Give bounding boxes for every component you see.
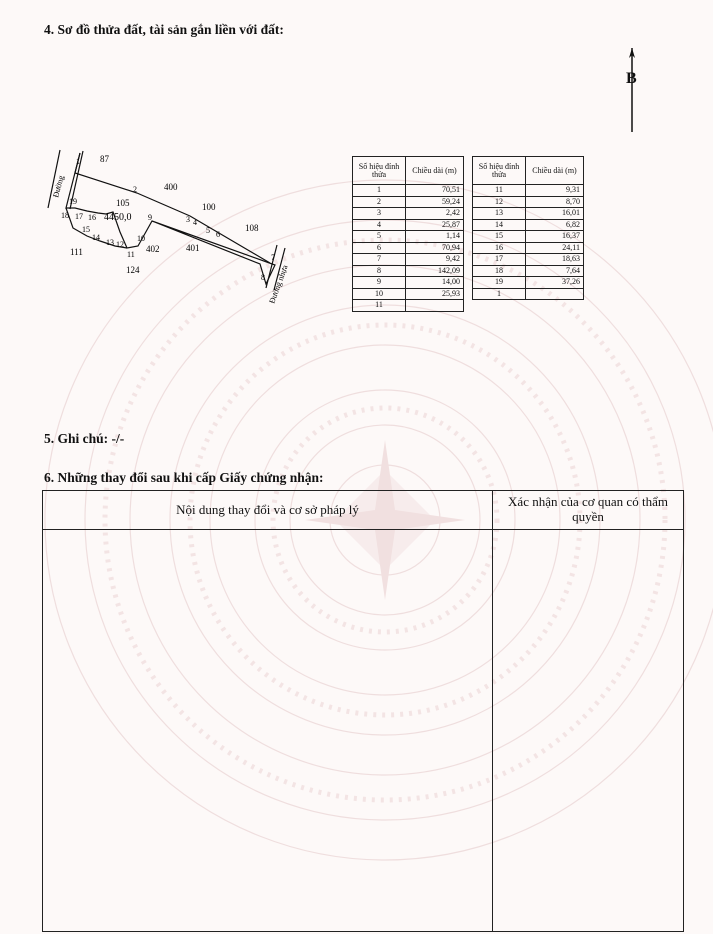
edge-length-table-right — [472, 156, 584, 300]
table-row: 3 2,42 — [353, 208, 464, 220]
plot-neighbor: 402 — [146, 244, 160, 254]
edge-length-table-left — [352, 156, 464, 312]
plot-vertex: 12 — [116, 240, 124, 249]
table-row: 4 25,87 — [353, 219, 464, 231]
north-arrow — [620, 48, 644, 132]
plot-neighbor: 124 — [126, 265, 140, 275]
section5-heading: 5. Ghi chú: -/- — [44, 431, 125, 446]
table-row: 17 18,63 — [473, 254, 584, 266]
changes-header-content: Nội dung thay đổi và cơ sở pháp lý — [43, 491, 493, 530]
changes-table — [42, 490, 684, 932]
plot-neighbor: 111 — [70, 247, 83, 257]
table-row: 6 70,94 — [353, 242, 464, 254]
table-row: 11 — [353, 300, 464, 312]
header-length: Chiều dài (m) — [406, 157, 464, 185]
plot-vertex: 4 — [193, 218, 197, 227]
plot-vertex: 1 — [76, 157, 80, 166]
table-row: 8 142,09 — [353, 265, 464, 277]
changes-content-cell — [43, 530, 493, 931]
plot-neighbor: 401 — [186, 243, 200, 253]
plot-neighbor: 100 — [202, 202, 216, 212]
section6-heading: 6. Những thay đổi sau khi cấp Giấy chứng nhận: — [44, 470, 324, 485]
table-row: 15 16,37 — [473, 231, 584, 243]
plot-vertex: 7 — [271, 253, 275, 262]
table-row: 12 8,70 — [473, 196, 584, 208]
table-row: 19 37,26 — [473, 277, 584, 289]
table-row: 1 — [473, 288, 584, 300]
plot-vertex: 3 — [186, 215, 190, 224]
plot-vertex: 6 — [216, 230, 220, 239]
header-length: Chiều dài (m) — [526, 157, 584, 185]
plot-vertex: 16 — [88, 213, 96, 222]
plot-vertex: 18 — [61, 211, 69, 220]
table-row: 7 9,42 — [353, 254, 464, 266]
table-row: 2 59,24 — [353, 196, 464, 208]
header-vertex-id: Số hiệu đỉnh thửa — [353, 157, 406, 185]
plot-vertex: 15 — [82, 225, 90, 234]
plot-vertex: 5 — [206, 226, 210, 235]
table-row: 9 14,00 — [353, 277, 464, 289]
header-vertex-id: Số hiệu đỉnh thửa — [473, 157, 526, 185]
plot-vertex: 2 — [133, 185, 137, 194]
changes-confirmation-cell — [493, 530, 683, 931]
section4-heading: 4. Sơ đồ thửa đất, tài sản gắn liền với đất: — [44, 22, 284, 37]
plot-neighbor: 87 — [100, 154, 109, 164]
plot-vertex: 8 — [261, 273, 265, 282]
plot-neighbor: 400 — [164, 182, 178, 192]
plot-road-left: Đường — [51, 174, 66, 199]
plot-vertex: 19 — [69, 197, 77, 206]
table-row: 11 9,31 — [473, 185, 584, 197]
changes-header-confirmation: Xác nhận của cơ quan có thẩm quyền — [493, 491, 683, 530]
plot-vertex: 10 — [137, 234, 145, 243]
table-row: 5 1,14 — [353, 231, 464, 243]
plot-parcel-no: 105 — [116, 198, 130, 208]
plot-vertex: 9 — [148, 213, 152, 222]
north-arrow-icon — [620, 48, 644, 132]
plot-area: 4450,0 — [104, 212, 132, 223]
north-label: B — [626, 70, 637, 87]
plot-vertex: 17 — [75, 212, 83, 221]
table-row: 13 16,01 — [473, 208, 584, 220]
plot-neighbor: 108 — [245, 223, 259, 233]
table-row: 10 25,93 — [353, 288, 464, 300]
table-row: 18 7,64 — [473, 265, 584, 277]
table-row: 16 24,11 — [473, 242, 584, 254]
table-row: 1 70,51 — [353, 185, 464, 197]
plot-vertex: 13 — [106, 238, 114, 247]
parcel-sketch — [40, 148, 340, 308]
plot-road-right: Đường nhựa — [267, 263, 290, 305]
plot-vertex: 11 — [127, 250, 135, 259]
plot-vertex: 14 — [92, 233, 100, 242]
table-row: 14 6,82 — [473, 219, 584, 231]
